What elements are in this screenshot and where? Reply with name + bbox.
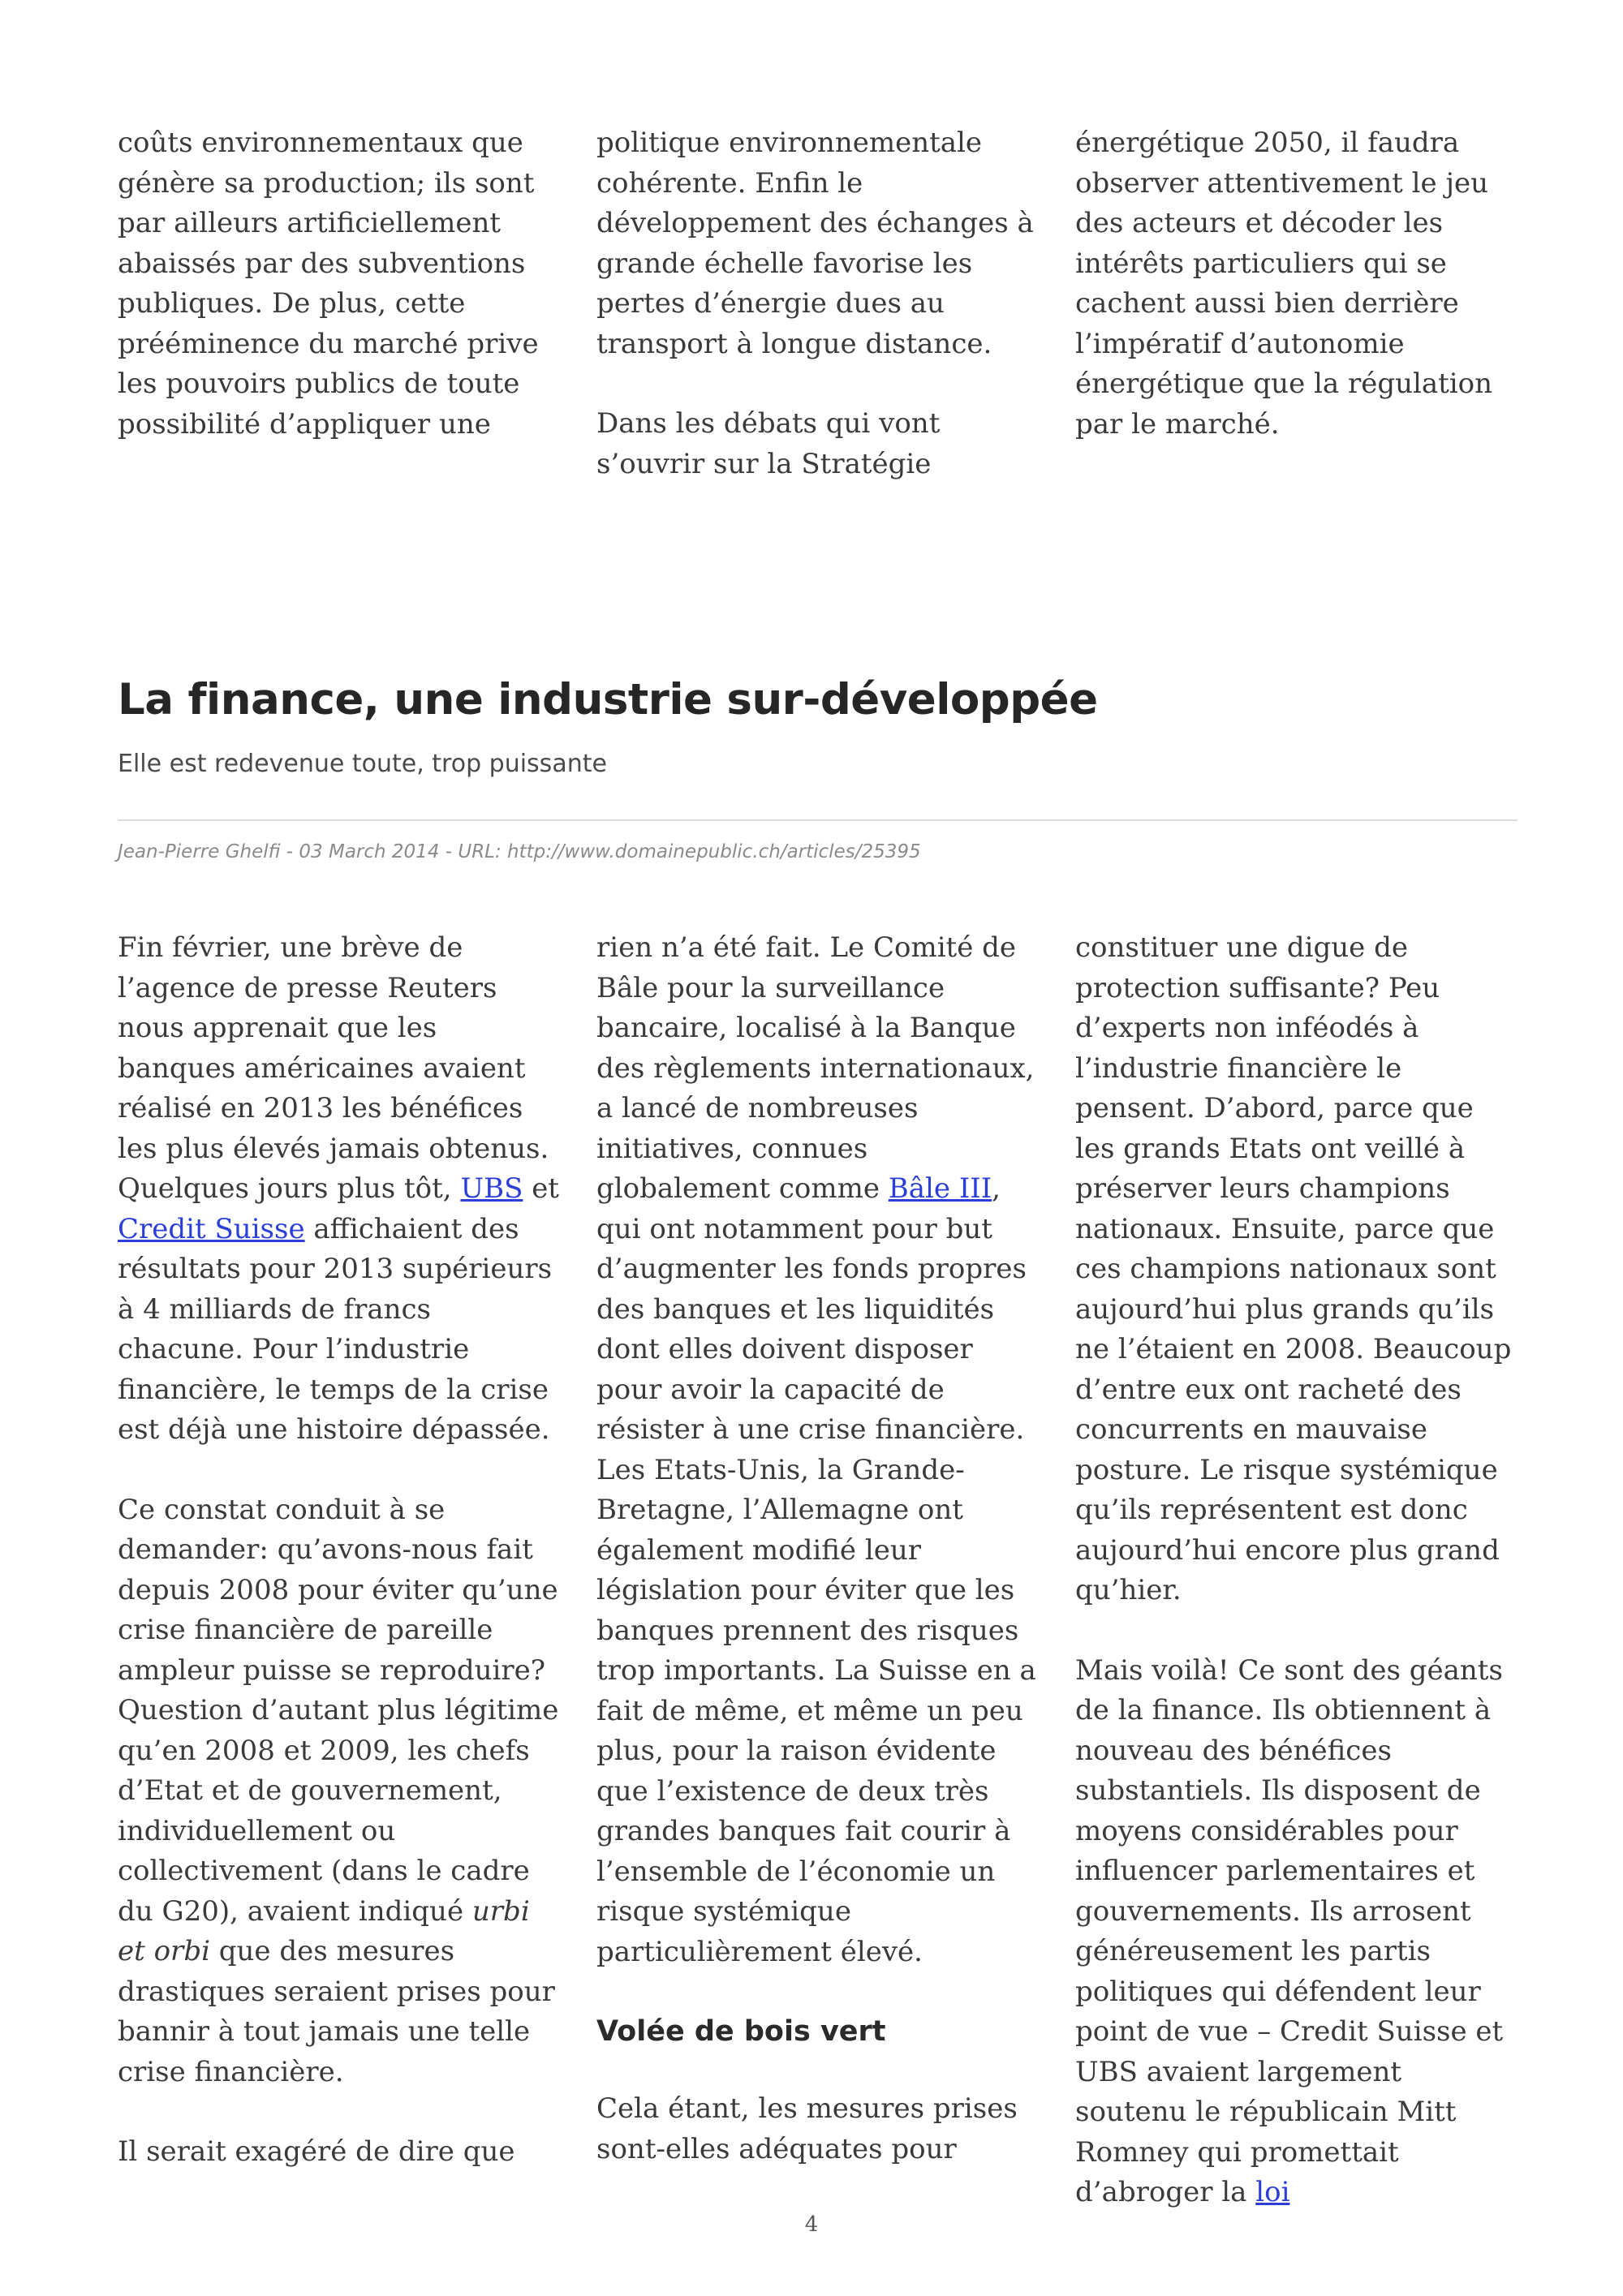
paragraph: Ce constat conduit à se demander: qu’avons-nous fait depuis 2008 pour éviter qu’une crise financière de pareille ampleur puisse se reproduire? Question d’autant plus légitime qu’en 2008 et 2009, les chefs d’Etat et de gouvernement, individuellement ou collectivement (dans le cadre du G20), avaient indiqué urbi et orbi que des mesures drastiques seraient prises pour bannir à tout jamais une telle crise financière. — [118, 1493, 559, 2088]
ubs-link[interactable]: UBS — [460, 1172, 523, 1205]
paragraph: politique environnementale cohérente. Enfin le développement des échanges à grande échelle favorise les pertes d’énergie dues au transport à longue distance. — [596, 127, 1034, 360]
bale-iii-link[interactable]: Bâle III — [888, 1172, 992, 1205]
paragraph: Mais voilà! Ce sont des géants de la finance. Ils obtiennent à nouveau des bénéfices substantiels. Ils disposent de moyens considérables pour influencer parlementaires et gouvernements. Ils arrosent généreusement les partis politiques qui défendent leur point de vue – Credit Suisse et UBS avaient largement soutenu le républicain Mitt Romney qui promettait d’abroger la loi — [1075, 1653, 1504, 2208]
paragraph: énergétique 2050, il faudra observer attentivement le jeu des acteurs et décoder les intérêts particuliers qui se cachent aussi bien derrière l’impératif d’autonomie énergétique que la régulation par le marché. — [1075, 127, 1493, 441]
article-column-2 — [596, 928, 1039, 2169]
article-subtitle: Elle est redevenue toute, trop puissante — [118, 750, 607, 778]
paragraph: rien n’a été fait. Le Comité de Bâle pour la surveillance bancaire, localisé à la Banque des règlements internationaux, a lancé de nombreuses initiatives, connues globalement comme Bâle III, qui ont notamment pour but d’augmenter les fonds propres des banques et les liquidités dont elles doivent disposer pour avoir la capacité de résister à une crise financière. Les Etats-Unis, la Grande-Bretagne, l’Allemagne ont également modifié leur législation pour éviter que les banques prennent des risques trop importants. La Suisse en a fait de même, et même un peu plus, pour la raison évidente que l’existence de deux très grandes banques fait courir à l’ensemble de l’économie un risque systémique particulièrement élevé. — [596, 931, 1036, 1968]
paragraph: Fin février, une brève de l’agence de presse Reuters nous apprenait que les banques américaines avaient réalisé en 2013 les bénéfices les plus élevés jamais obtenus. Quelques jours plus tôt, UBS et Credit Suisse affichaient des résultats pour 2013 supérieurs à 4 milliards de francs chacune. Pour l’industrie financière, le temps de la crise est déjà une histoire dépassée. — [118, 931, 559, 1446]
header-divider — [118, 819, 1518, 821]
prev-article-column-2 — [596, 123, 1039, 484]
paragraph: Il serait exagéré de dire que — [118, 2135, 515, 2168]
prev-article-column-1 — [118, 123, 560, 445]
loi-link[interactable]: loi — [1255, 2176, 1290, 2208]
page-number: 4 — [804, 2212, 819, 2237]
paragraph: Dans les débats qui vont s’ouvrir sur la Stratégie — [596, 407, 941, 480]
prev-article-column-3 — [1075, 123, 1518, 445]
paragraph: constituer une digue de protection suffisante? Peu d’experts non inféodés à l’industrie financière le pensent. D’abord, parce que les grands Etats ont veillé à préserver leurs champions nationaux. Ensuite, parce que ces champions nationaux sont aujourd’hui plus grands qu’ils ne l’étaient en 2008. Beaucoup d’entre eux ont racheté des concurrents en mauvaise posture. Le risque systémique qu’ils représentent est donc aujourd’hui encore plus grand qu’hier. — [1075, 931, 1512, 1606]
latin-phrase: urbi et orbi — [118, 1894, 530, 1967]
paragraph: coûts environnementaux que génère sa production; ils sont par ailleurs artificiellement abaissés par des subventions publiques. De plus, cette prééminence du marché prive les pouvoirs publics de toute possibilité d’appliquer une — [118, 127, 539, 441]
article-title: La finance, une industrie sur-développée — [118, 675, 1098, 724]
article-column-3 — [1075, 928, 1518, 2213]
paragraph: Cela étant, les mesures prises sont-elles adéquates pour — [596, 2092, 1018, 2165]
article-column-1 — [118, 928, 560, 2173]
section-heading: Volée de bois vert — [596, 2015, 886, 2048]
credit-suisse-link[interactable]: Credit Suisse — [118, 1212, 305, 1245]
article-byline: Jean-Pierre Ghelfi - 03 March 2014 - URL: http://www.domainepublic.ch/articles/25395 — [118, 841, 921, 862]
